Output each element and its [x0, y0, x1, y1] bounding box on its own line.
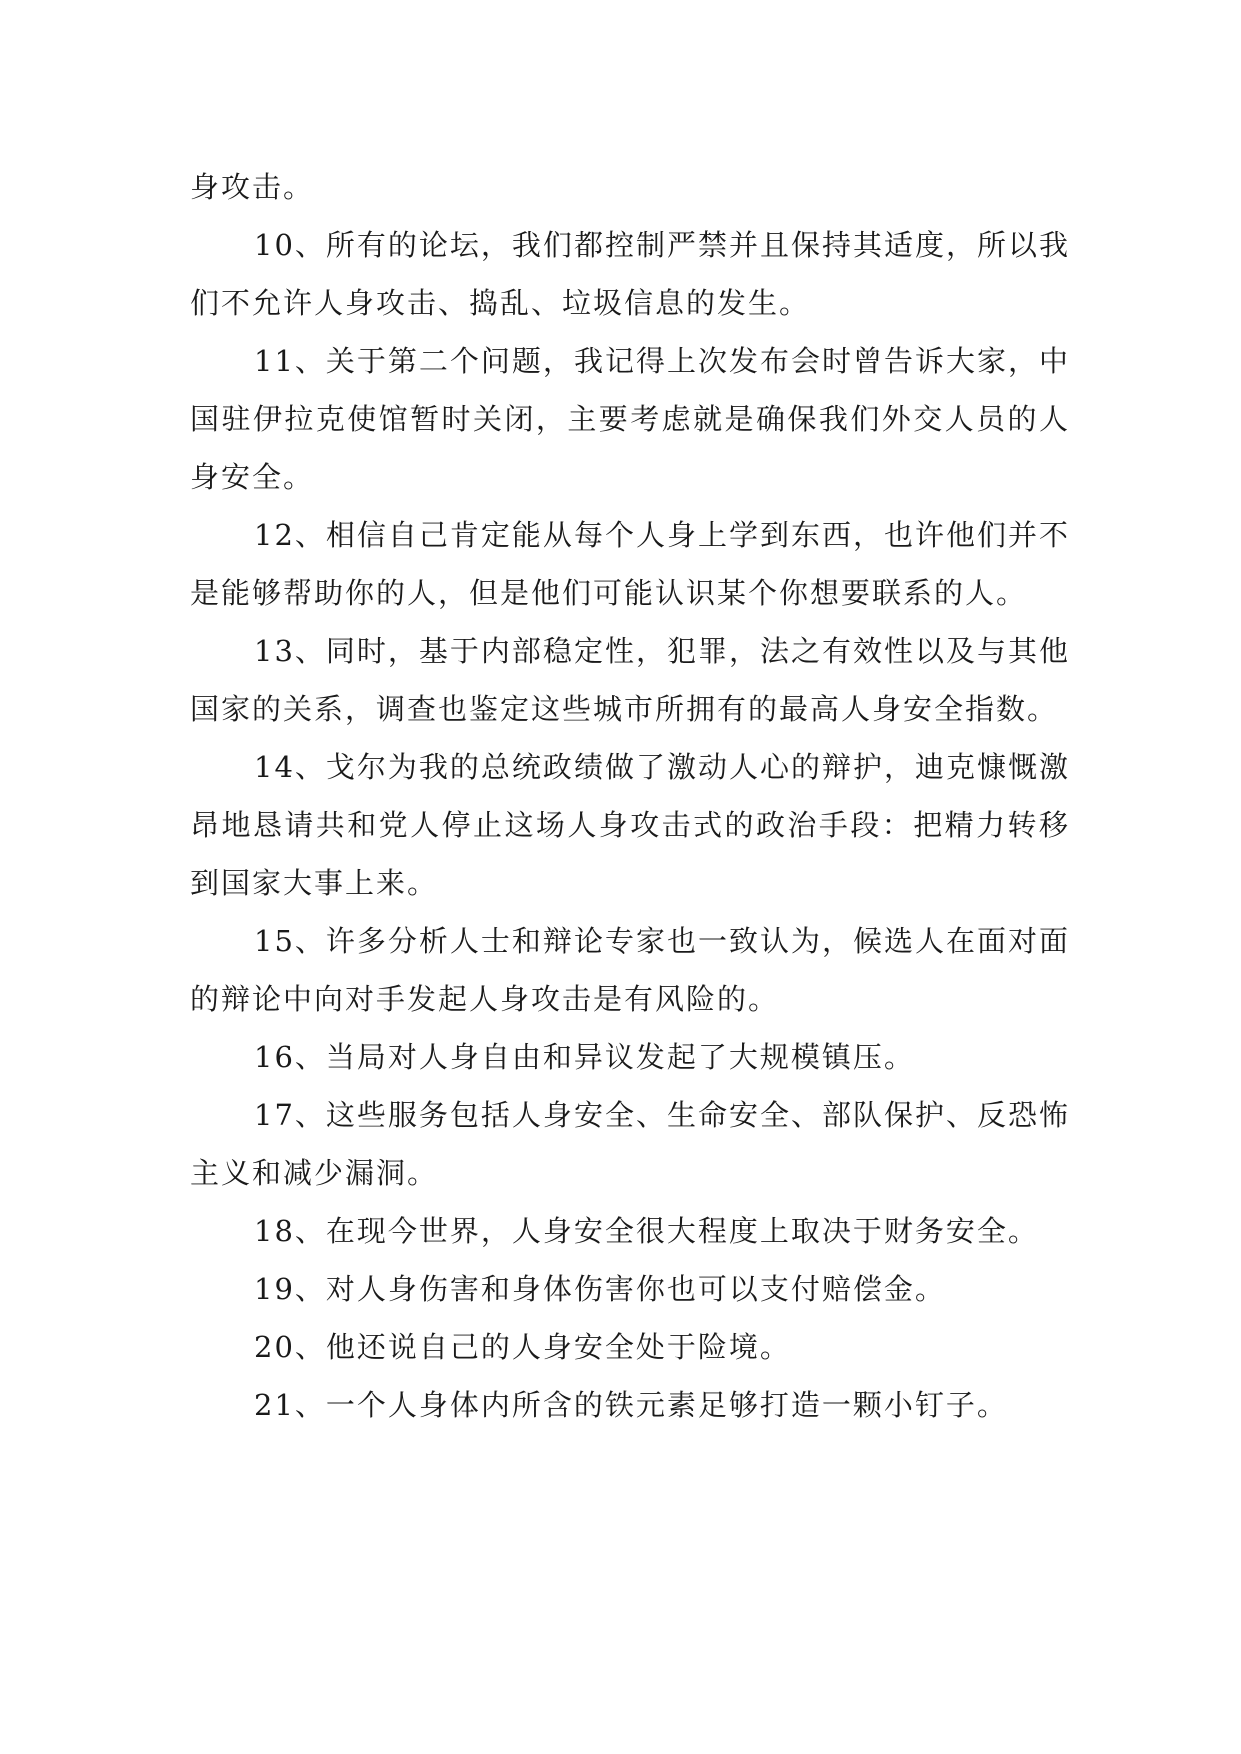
paragraph-21: 21、一个人身体内所含的铁元素足够打造一颗小钉子。: [254, 1388, 1008, 1422]
paragraph-18: 18、在现今世界，人身安全很大程度上取决于财务安全。: [254, 1214, 1039, 1248]
document-body: [190, 158, 1070, 1434]
paragraph-10: 10、所有的论坛，我们都控制严禁并且保持其适度，所以我们不允许人身攻击、捣乱、垃圾信息的发生。: [190, 228, 1070, 320]
paragraph-19: 19、对人身伤害和身体伤害你也可以支付赔偿金。: [254, 1272, 946, 1306]
paragraph-20: 20、他还说自己的人身安全处于险境。: [254, 1330, 791, 1364]
paragraph-13: 13、同时，基于内部稳定性，犯罪，法之有效性以及与其他国家的关系，调查也鉴定这些城市所拥有的最高人身安全指数。: [190, 634, 1070, 726]
paragraph-12: 12、相信自己肯定能从每个人身上学到东西，也许他们并不是能够帮助你的人，但是他们可能认识某个你想要联系的人。: [190, 518, 1070, 610]
paragraph-11: 11、关于第二个问题，我记得上次发布会时曾告诉大家，中国驻伊拉克使馆暂时关闭，主要考虑就是确保我们外交人员的人身安全。: [190, 344, 1070, 494]
paragraph-16: 16、当局对人身自由和异议发起了大规模镇压。: [254, 1040, 915, 1074]
paragraph-14: 14、戈尔为我的总统政绩做了激动人心的辩护，迪克慷慨激昂地恳请共和党人停止这场人身攻击式的政治手段：把精力转移到国家大事上来。: [190, 750, 1070, 900]
paragraph-17: 17、这些服务包括人身安全、生命安全、部队保护、反恐怖主义和减少漏洞。: [190, 1098, 1070, 1190]
paragraph-15: 15、许多分析人士和辩论专家也一致认为，候选人在面对面的辩论中向对手发起人身攻击是有风险的。: [190, 924, 1070, 1016]
paragraph-continuation: 身攻击。: [190, 170, 315, 204]
